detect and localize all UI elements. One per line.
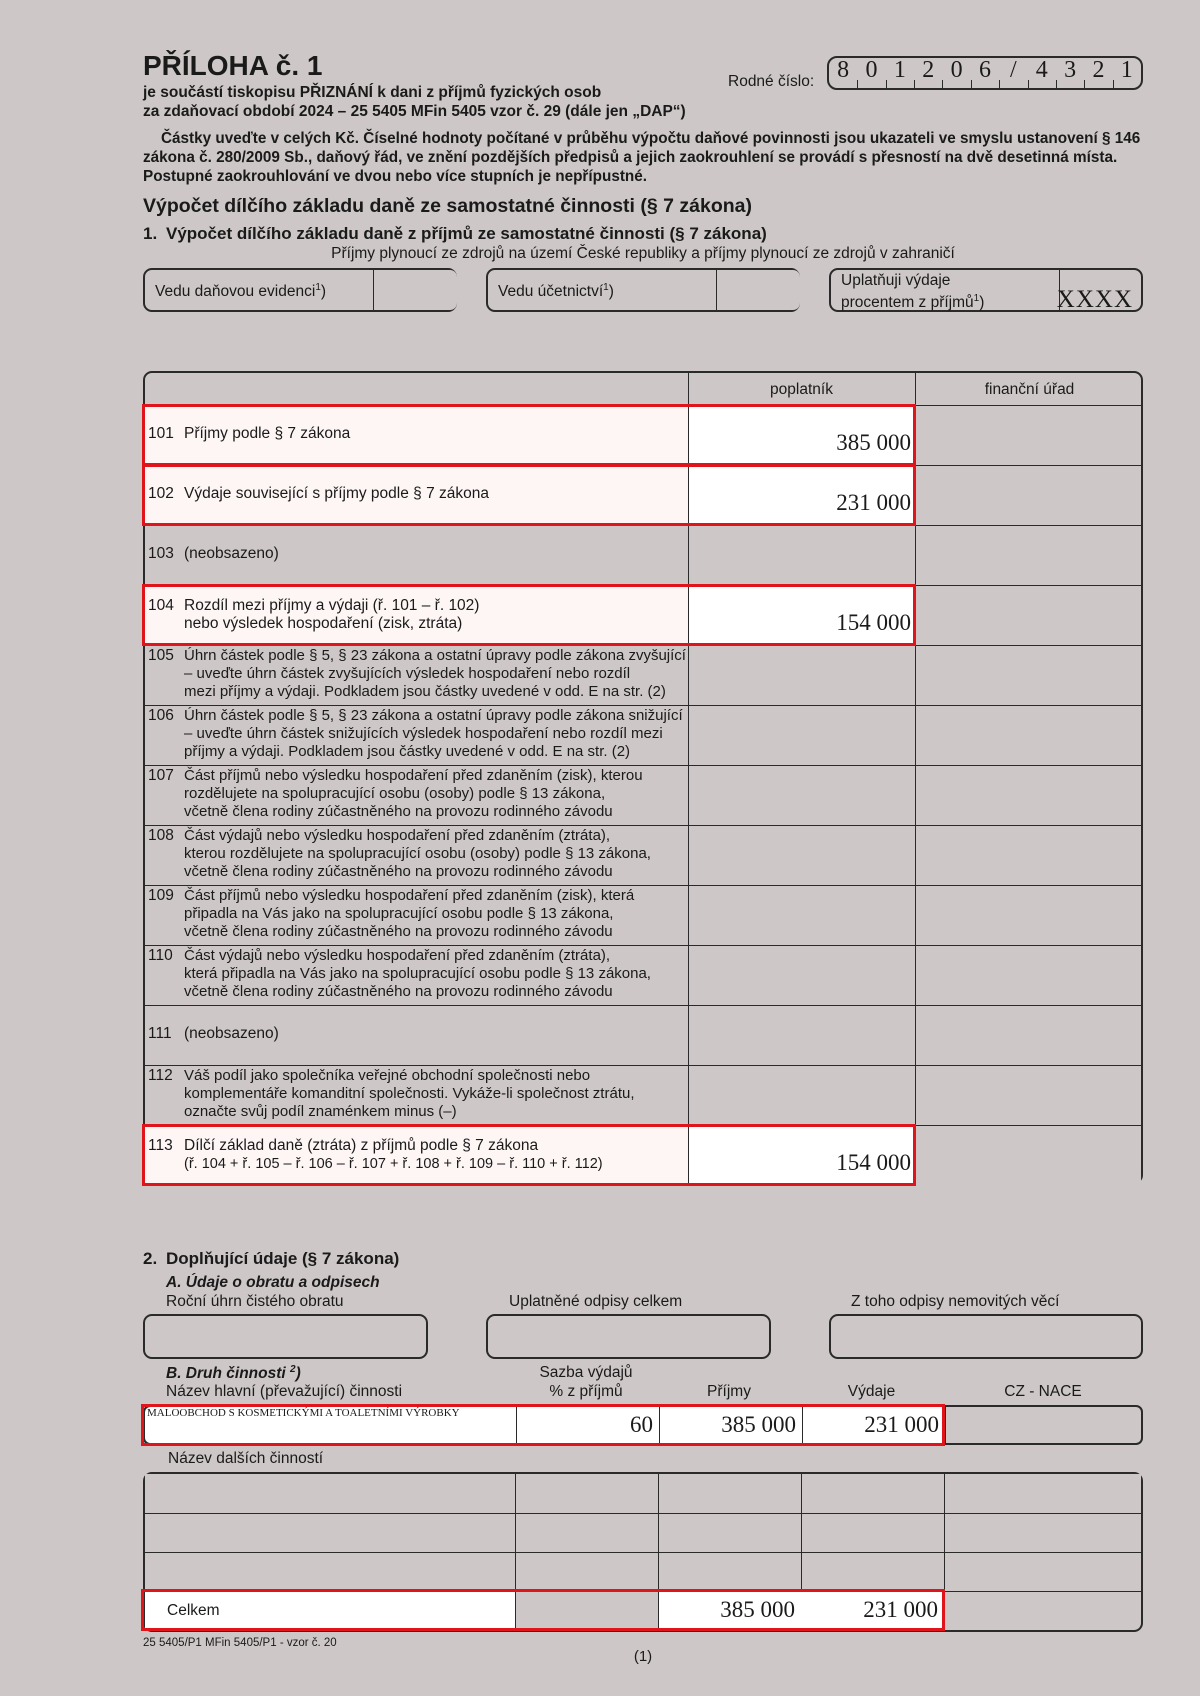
col-header-taxpayer: poplatník bbox=[770, 381, 833, 398]
col-header-activity-name: Název hlavní (převažující) činnosti bbox=[166, 1383, 403, 1400]
row-number: 111 bbox=[148, 1025, 172, 1042]
row-text-line: příjmy a výdaji. Podkladem jsou částky uvedené v odd. E na str. (2) bbox=[184, 743, 631, 760]
row-101-value: 385 000 bbox=[836, 430, 911, 455]
row-text-line: Část příjmů nebo výsledku hospodaření před zdaněním (zisk), kterou bbox=[184, 767, 643, 784]
row-text-line: rozdělujete na spolupracující osobu (osoby) podle § 13 zákona, bbox=[184, 785, 606, 802]
rc-digit: 2 bbox=[922, 57, 935, 83]
col-header-expense: Výdaje bbox=[847, 1383, 896, 1400]
rc-digit: / bbox=[1010, 57, 1017, 83]
row-110-taxpayer-field[interactable] bbox=[689, 946, 915, 1005]
depreciation-input[interactable] bbox=[486, 1314, 771, 1359]
row-105-taxpayer-field[interactable] bbox=[689, 646, 915, 705]
row-text-line: včetně člena rodiny zúčastněného na provozu rodinného závodu bbox=[184, 923, 613, 940]
row-text-line: (neobsazeno) bbox=[184, 1025, 279, 1042]
row-112-taxpayer-field[interactable] bbox=[689, 1066, 915, 1125]
rc-digit: 8 bbox=[837, 57, 850, 83]
real-estate-depreciation-input[interactable] bbox=[829, 1314, 1143, 1359]
main-activity-rate: 60 bbox=[630, 1412, 653, 1437]
depreciation-label: Uplatněné odpisy celkem bbox=[509, 1293, 683, 1310]
footnote-ref: 1 bbox=[315, 282, 321, 293]
row-106-label bbox=[148, 707, 688, 761]
row-text-line: komplementáře komanditní společnosti. Vykáže-li společnost ztrátu, bbox=[184, 1085, 635, 1102]
rc-digit: 1 bbox=[1120, 57, 1133, 83]
total-label: Celkem bbox=[167, 1602, 220, 1619]
row-text-line: Úhrn částek podle § 5, § 23 zákona a ostatní úpravy podle zákona snižující bbox=[184, 707, 683, 724]
row-112-office-field bbox=[916, 1066, 1141, 1125]
row-111-label bbox=[148, 1025, 688, 1043]
row-108-office-field bbox=[916, 826, 1141, 885]
row-text-line: včetně člena rodiny zúčastněného na provozu rodinného závodu bbox=[184, 803, 613, 820]
row-text-line: – uveďte úhrn částek zvyšujících výsledek hospodaření nebo rozdíl bbox=[184, 665, 631, 682]
part-b-heading: B. Druh činnosti bbox=[166, 1365, 286, 1383]
row-number: 106 bbox=[148, 707, 174, 724]
option-tax-evidence-checkbox[interactable] bbox=[373, 270, 457, 310]
row-text-line: – uveďte úhrn částek snižujících výsledek hospodaření nebo rozdíl mezi bbox=[184, 725, 663, 742]
footnote-ref: 2 bbox=[290, 1364, 296, 1375]
row-text-line: (ř. 104 + ř. 105 – ř. 106 – ř. 107 + ř. 108 + ř. 109 – ř. 110 + ř. 112) bbox=[184, 1156, 603, 1172]
row-text-line: Část výdajů nebo výsledku hospodaření před zdaněním (ztráta), bbox=[184, 827, 611, 844]
main-activity-income: 385 000 bbox=[721, 1412, 796, 1437]
rc-digit: 2 bbox=[1092, 57, 1105, 83]
row-text-line: Část výdajů nebo výsledku hospodaření před zdaněním (ztráta), bbox=[184, 947, 611, 964]
rc-digit: 1 bbox=[893, 57, 906, 83]
rc-digit: 6 bbox=[978, 57, 991, 83]
row-108-label bbox=[148, 827, 688, 881]
row-111-taxpayer-field[interactable] bbox=[689, 1006, 915, 1065]
other-activities-label: Název dalších činností bbox=[168, 1450, 324, 1467]
row-text-line: Úhrn částek podle § 5, § 23 zákona a ostatní úpravy podle zákona zvyšující bbox=[184, 647, 686, 664]
row-108-taxpayer-field[interactable] bbox=[689, 826, 915, 885]
option-accounting-checkbox[interactable] bbox=[716, 270, 800, 310]
row-text-line: Dílčí základ daně (ztráta) z příjmů podle § 7 zákona bbox=[184, 1137, 539, 1154]
other-activity-row[interactable] bbox=[145, 1514, 1141, 1552]
total-expense: 231 000 bbox=[863, 1597, 938, 1622]
page-number: (1) bbox=[633, 1648, 653, 1665]
option-tax-evidence-label: Vedu daňovou evidenci bbox=[155, 283, 316, 301]
subsection-number: 1. bbox=[143, 224, 158, 243]
row-107-taxpayer-field[interactable] bbox=[689, 766, 915, 825]
highlight-row-101 bbox=[142, 404, 916, 466]
rc-field[interactable] bbox=[827, 56, 1143, 90]
row-text-line: včetně člena rodiny zúčastněného na provozu rodinného závodu bbox=[184, 863, 613, 880]
turnover-label: Roční úhrn čistého obratu bbox=[166, 1293, 344, 1310]
row-number: 101 bbox=[148, 425, 174, 442]
row-102-value: 231 000 bbox=[836, 490, 911, 515]
footnote-ref: 1 bbox=[973, 293, 980, 304]
row-101-office-field bbox=[916, 406, 1141, 465]
section-heading: Výpočet dílčího základu daně ze samostatné činnosti (§ 7 zákona) bbox=[143, 195, 752, 217]
row-number: 110 bbox=[148, 947, 173, 964]
highlight-row-113 bbox=[142, 1124, 916, 1186]
row-106-taxpayer-field[interactable] bbox=[689, 706, 915, 765]
row-103-office-field bbox=[916, 526, 1141, 585]
row-111-office-field bbox=[916, 1006, 1141, 1065]
rc-digit: 0 bbox=[950, 57, 963, 83]
footnote-ref: 1 bbox=[603, 282, 609, 293]
row-113-value: 154 000 bbox=[836, 1150, 911, 1175]
row-text-line: mezi příjmy a výdaji. Podkladem jsou částky uvedené v odd. E na str. (2) bbox=[184, 683, 666, 700]
col-header-office: finanční úřad bbox=[984, 381, 1075, 398]
highlight-row-104 bbox=[142, 584, 916, 646]
row-text-line: kterou rozdělujete na spolupracující osobu (osoby) podle § 13 zákona, bbox=[184, 845, 651, 862]
row-number: 104 bbox=[148, 597, 174, 614]
section2-number: 2. bbox=[143, 1249, 158, 1268]
col-header-rate-1: Sazba výdajů bbox=[539, 1364, 633, 1381]
section2-heading: Doplňující údaje (§ 7 zákona) bbox=[166, 1249, 400, 1268]
instructions: Částky uveďte v celých Kč. Číselné hodnoty počítané v průběhu výpočtu daňové povinnosti jsou ukazateli ve smyslu ustanovení § 146 zákona č. 280/2009 Sb., daňový řád, ve znění pozdějších předpisů a jejich zaokrouhlení se provádí s přesností na dvě desetinná místa. Postupné zaokrouhlování ve dvou nebo více stupních je nepřípustné. bbox=[143, 130, 1141, 185]
main-activity-nace-field[interactable] bbox=[945, 1407, 1141, 1443]
row-text-line: včetně člena rodiny zúčastněného na provozu rodinného závodu bbox=[184, 983, 613, 1000]
row-text-line: Rozdíl mezi příjmy a výdaji (ř. 101 – ř. 102) bbox=[184, 597, 480, 614]
highlight-total bbox=[141, 1589, 945, 1631]
row-105-office-field bbox=[916, 646, 1141, 705]
highlight-row-102 bbox=[142, 464, 916, 526]
row-number: 109 bbox=[148, 887, 174, 904]
row-number: 102 bbox=[148, 485, 174, 502]
row-110-office-field bbox=[916, 946, 1141, 1005]
row-109-office-field bbox=[916, 886, 1141, 945]
col-header-rate-2: % z příjmů bbox=[549, 1383, 623, 1400]
total-income: 385 000 bbox=[720, 1597, 795, 1622]
other-activity-row[interactable] bbox=[145, 1474, 1141, 1513]
col-header-nace: CZ - NACE bbox=[1004, 1383, 1082, 1400]
row-number: 105 bbox=[148, 647, 174, 664]
page-subtitle-1: je součástí tiskopisu PŘIZNÁNÍ k dani z příjmů fyzických osob bbox=[143, 84, 602, 101]
row-103-taxpayer-field[interactable] bbox=[689, 526, 915, 585]
main-activity-name: MALOOBCHOD S KOSMETICKÝMI A TOALETNÍMI VÝROBKY bbox=[147, 1407, 460, 1419]
other-activity-row[interactable] bbox=[145, 1553, 1141, 1591]
row-110-label bbox=[148, 947, 688, 1001]
row-number: 108 bbox=[148, 827, 174, 844]
page-subtitle-2: za zdaňovací období 2024 – 25 5405 MFin 5405 vzor č. 29 (dále jen „DAP“) bbox=[143, 103, 686, 120]
row-106-office-field bbox=[916, 706, 1141, 765]
row-text-line: Část příjmů nebo výsledku hospodaření před zdaněním (zisk), která bbox=[184, 887, 635, 904]
row-102-office-field bbox=[916, 466, 1141, 525]
row-text-line: Výdaje související s příjmy podle § 7 zákona bbox=[184, 485, 489, 502]
option-flat-rate-value: XXXX bbox=[1056, 286, 1133, 313]
row-text-line: (neobsazeno) bbox=[184, 545, 279, 562]
rc-digit: 3 bbox=[1064, 57, 1077, 83]
row-109-label bbox=[148, 887, 688, 941]
row-107-office-field bbox=[916, 766, 1141, 825]
option-flat-rate-label-1: Uplatňuji výdaje bbox=[841, 272, 951, 289]
row-text-line: Příjmy podle § 7 zákona bbox=[184, 425, 351, 442]
row-number: 113 bbox=[148, 1137, 173, 1154]
row-text-line: připadla na Vás jako na spolupracující osobu podle § 13 zákona, bbox=[184, 905, 614, 922]
turnover-input[interactable] bbox=[143, 1314, 428, 1359]
row-number: 103 bbox=[148, 545, 174, 562]
part-a-heading: A. Údaje o obratu a odpisech bbox=[166, 1274, 380, 1291]
col-header-income: Příjmy bbox=[707, 1383, 751, 1400]
row-number: 112 bbox=[148, 1067, 173, 1084]
option-flat-rate-label-2: procentem z příjmů bbox=[841, 294, 974, 312]
rc-label: Rodné číslo: bbox=[728, 73, 815, 90]
row-109-taxpayer-field[interactable] bbox=[689, 886, 915, 945]
page-title: PŘÍLOHA č. 1 bbox=[143, 50, 323, 81]
option-accounting-label: Vedu účetnictví bbox=[498, 283, 604, 301]
row-103-label bbox=[148, 545, 688, 563]
row-105-label bbox=[148, 647, 688, 701]
option-tax-evidence[interactable]: Vedu daňovou evidenci$^1$) bbox=[143, 268, 457, 312]
option-flat-rate-checkbox[interactable] bbox=[1056, 270, 1143, 313]
highlight-main-activity bbox=[141, 1404, 945, 1446]
subsection-heading: Výpočet dílčího základu daně z příjmů ze samostatné činnosti (§ 7 zákona) bbox=[166, 224, 767, 243]
row-104-office-field bbox=[916, 586, 1141, 645]
row-107-label bbox=[148, 767, 688, 821]
row-113-office-field bbox=[916, 1126, 1141, 1185]
option-accounting[interactable]: Vedu účetnictví$^1$) bbox=[486, 268, 800, 312]
rc-digit: 0 bbox=[865, 57, 878, 83]
income-note: Příjmy plynoucí ze zdrojů na území České republiky a příjmy plynoucí ze zdrojů v zahraničí bbox=[331, 245, 955, 262]
row-112-label bbox=[148, 1067, 688, 1121]
row-text-line: nebo výsledek hospodaření (zisk, ztráta) bbox=[184, 615, 463, 632]
real-estate-depreciation-label: Z toho odpisy nemovitých věcí bbox=[851, 1293, 1060, 1310]
row-number: 107 bbox=[148, 767, 174, 784]
row-text-line: Váš podíl jako společníka veřejné obchodní společnosti nebo bbox=[184, 1067, 591, 1084]
main-activity-expense: 231 000 bbox=[864, 1412, 939, 1437]
row-text-line: která připadla na Vás jako na spolupracující osobu podle § 13 zákona, bbox=[184, 965, 651, 982]
rc-digit: 4 bbox=[1035, 57, 1048, 83]
option-flat-rate[interactable]: Uplatňuji výdaje procentem z příjmů$^1$) XXXX bbox=[829, 268, 1143, 312]
form-code: 25 5405/P1 MFin 5405/P1 - vzor č. 20 bbox=[143, 1637, 337, 1649]
row-text-line: označte svůj podíl znaménkem minus (–) bbox=[184, 1103, 457, 1120]
row-104-value: 154 000 bbox=[836, 610, 911, 635]
